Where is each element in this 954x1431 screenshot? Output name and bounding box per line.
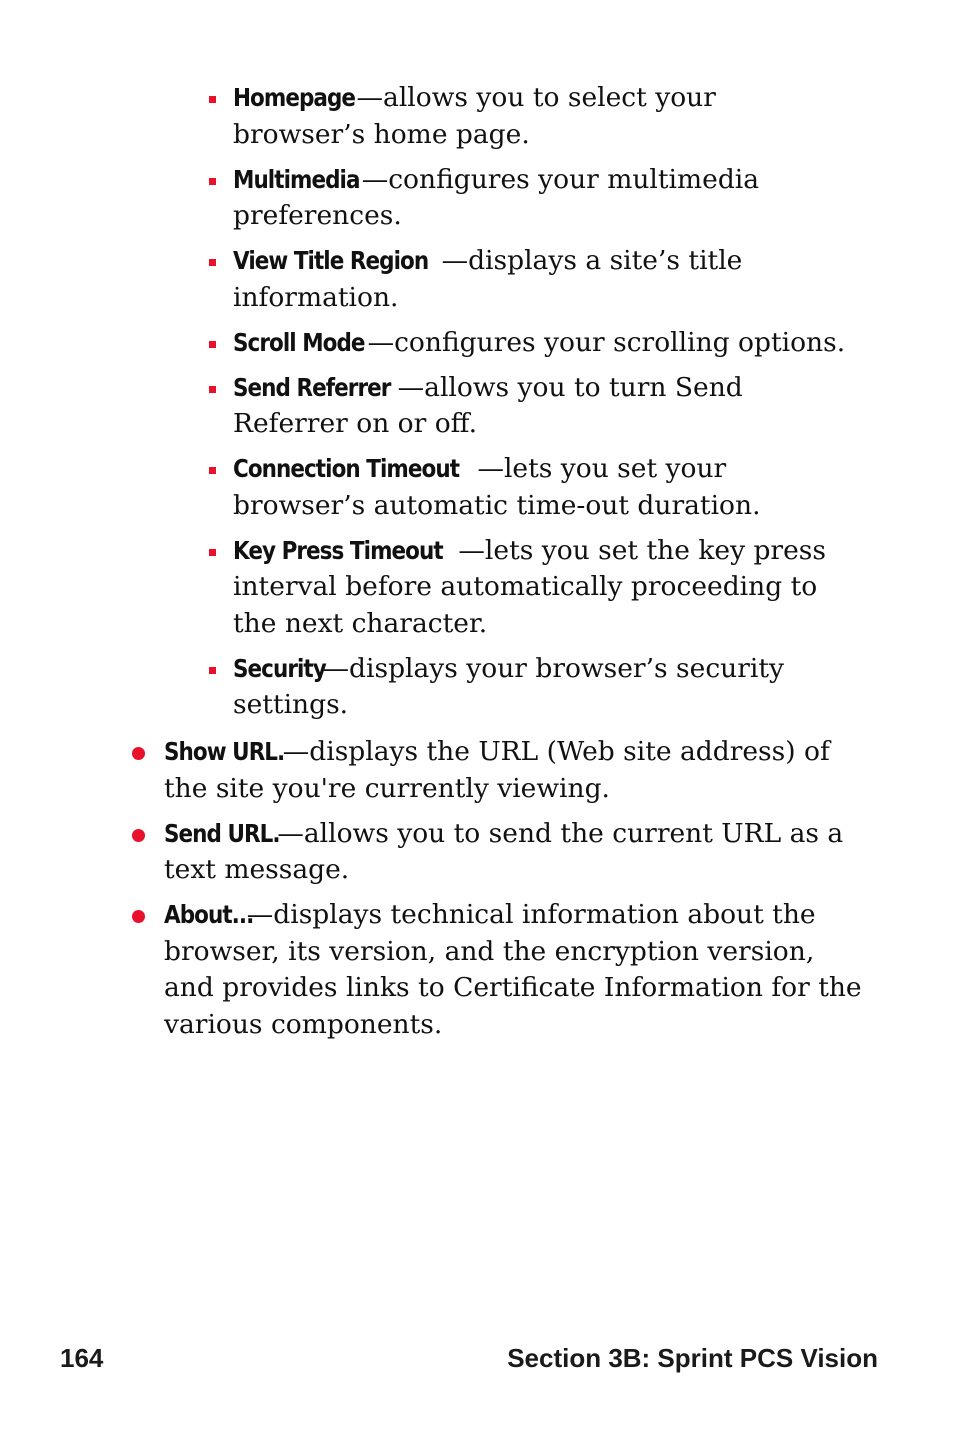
item-term: Security bbox=[233, 653, 326, 683]
list-item-scroll-mode bbox=[207, 325, 847, 362]
item-term: Scroll Mode bbox=[233, 327, 365, 357]
square-bullet-icon bbox=[209, 467, 216, 474]
list-item-show-url bbox=[128, 734, 868, 807]
square-bullet-icon bbox=[209, 549, 216, 556]
square-bullet-icon bbox=[209, 259, 216, 266]
round-bullet-icon bbox=[132, 747, 145, 760]
browser-settings-sublist bbox=[207, 80, 847, 732]
page-number: 164 bbox=[60, 1343, 104, 1373]
item-description: —allows you to select your browser’s home page. bbox=[233, 82, 716, 150]
item-description: —displays technical information about the browser, its version, and the encryption version, and provides links to Certificate Information for the various components. bbox=[164, 899, 862, 1040]
item-description: —lets you set your browser’s automatic time-out duration. bbox=[233, 453, 761, 521]
item-description: —displays your browser’s security settings. bbox=[233, 652, 785, 720]
list-item-connection-timeout bbox=[207, 451, 847, 524]
list-item-send-url bbox=[128, 816, 868, 889]
item-term: Send URL. bbox=[164, 818, 280, 848]
list-item-about bbox=[128, 897, 868, 1043]
square-bullet-icon bbox=[209, 341, 216, 348]
browser-menu-list bbox=[128, 734, 868, 1052]
item-term: Show URL. bbox=[164, 737, 285, 766]
item-description: —configures your scrolling options. bbox=[367, 326, 846, 358]
item-term: Connection Timeout bbox=[233, 454, 460, 483]
square-bullet-icon bbox=[209, 96, 216, 103]
section-title: Section 3B: Sprint PCS Vision bbox=[507, 1343, 878, 1373]
item-term: Key Press Timeout bbox=[233, 535, 443, 565]
item-description: —configures your multimedia preferences. bbox=[233, 163, 760, 231]
item-description: —allows you to send the current URL as a text message. bbox=[164, 817, 844, 885]
list-item-key-press-timeout bbox=[207, 533, 847, 643]
item-description: —displays a site’s title information. bbox=[233, 245, 743, 313]
round-bullet-icon bbox=[132, 910, 145, 923]
round-bullet-icon bbox=[132, 829, 145, 842]
square-bullet-icon bbox=[209, 667, 216, 674]
list-item-multimedia bbox=[207, 162, 847, 235]
item-description: —displays the URL (Web site address) of the site you're currently viewing. bbox=[164, 736, 830, 804]
square-bullet-icon bbox=[209, 386, 216, 393]
item-term: View Title Region bbox=[233, 246, 429, 275]
item-term: Multimedia bbox=[233, 164, 360, 194]
square-bullet-icon bbox=[209, 178, 216, 185]
item-term: About... bbox=[164, 900, 254, 929]
item-description: —allows you to turn Send Referrer on or off. bbox=[233, 371, 743, 439]
item-description: —lets you set the key press interval before automatically proceeding to the next character. bbox=[233, 534, 826, 639]
item-term: Homepage bbox=[233, 83, 356, 112]
list-item-security bbox=[207, 651, 847, 724]
item-term: Send Referrer bbox=[233, 372, 391, 402]
list-item-homepage bbox=[207, 80, 847, 153]
list-item-send-referrer bbox=[207, 370, 847, 443]
list-item-view-title-region bbox=[207, 243, 847, 316]
